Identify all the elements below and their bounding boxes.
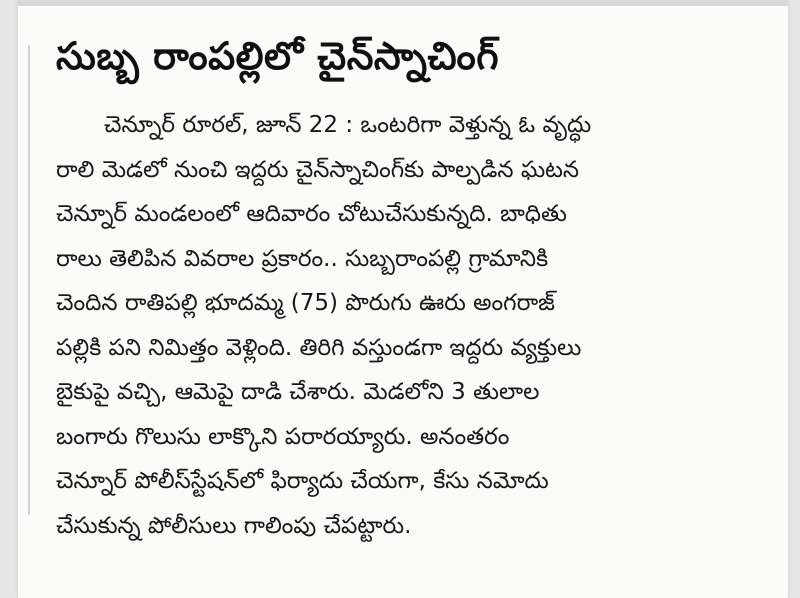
article-line: బైకుపై వచ్చి, ఆమెపై దాడి చేశారు. మెడలోని 3 తులాల — [56, 379, 540, 405]
top-rule — [18, 0, 788, 6]
article-line: చెన్నూర్‌ మండలంలో ఆదివారం చోటుచేసుకున్నది. బాధితు — [56, 201, 567, 227]
article-line: చెన్నూర్‌ పోలీస్‌స్టేషన్‌లో ఫిర్యాదు చేయగా, కేసు నమోదు — [56, 468, 549, 494]
article-line: బంగారు గొలుసు లాక్కొని పరారయ్యారు. అనంతరం — [56, 423, 510, 450]
article-line: చెన్నూర్‌ రూరల్‌, జూన్‌ 22 : ఒంటరిగా వెళ్తున్న ఓ వృద్ధు — [104, 112, 592, 138]
headline: సుబ్బ రాంపల్లిలో చైన్‌స్నాచింగ్ — [56, 34, 499, 78]
newspaper-clipping — [18, 0, 788, 598]
article-body — [56, 103, 776, 548]
column-divider — [28, 45, 30, 515]
article-line: చేసుకున్న పోలీసులు గాలింపు చేపట్టారు. — [56, 512, 412, 539]
article-line: రాలి మెడలో నుంచి ఇద్దరు చైన్‌స్నాచింగ్‌కు పాల్పడిన ఘటన — [56, 156, 580, 183]
article-line: చెందిన రాతిపల్లి భూదమ్మ (75) పొరుగు ఊరు అంగరాజ్‌ — [56, 290, 555, 316]
article-line: పల్లికి పని నిమిత్తం వెళ్లింది. తిరిగి వస్తుండగా ఇద్దరు వ్యక్తులు — [56, 334, 582, 361]
article-line: రాలు తెలిపిన వివరాల ప్రకారం.. సుబ్బరాంపల్లి గ్రామానికి — [56, 245, 549, 272]
